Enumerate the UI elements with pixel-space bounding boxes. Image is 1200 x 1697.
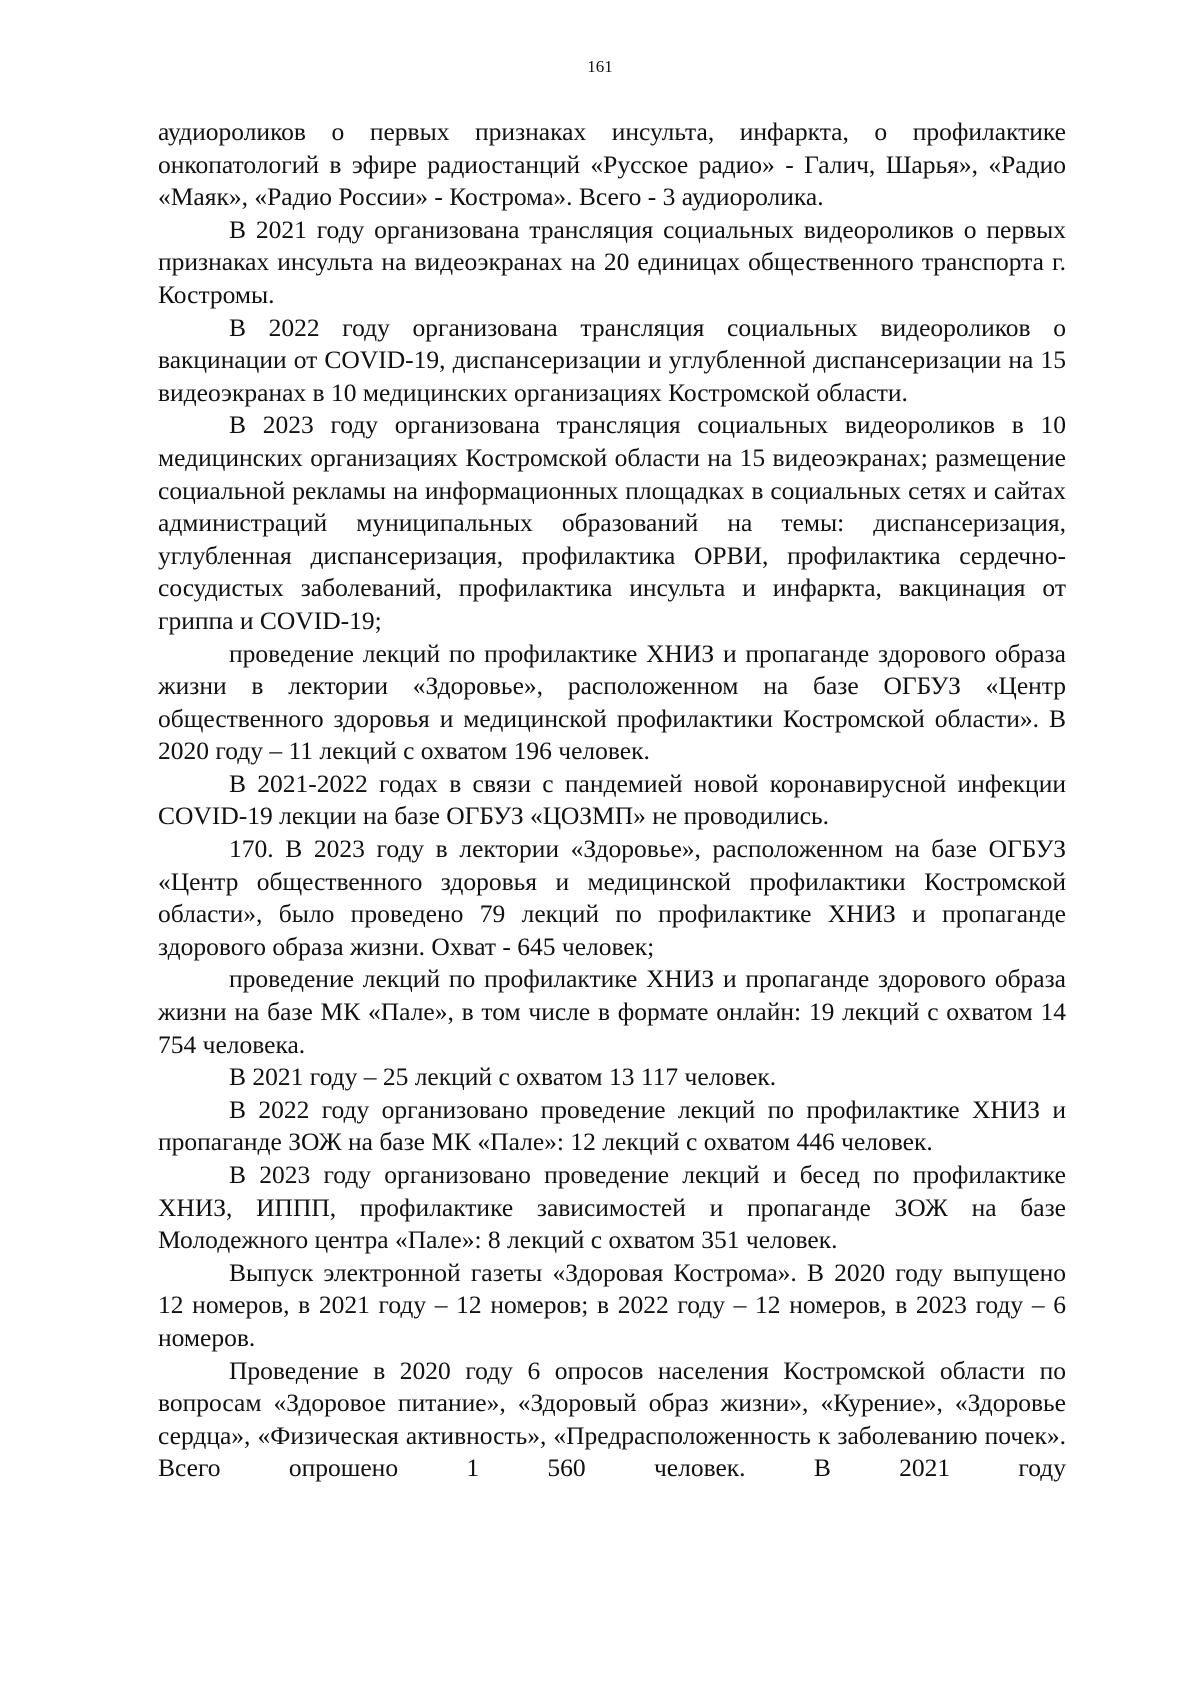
page-number: 161 [587, 57, 613, 76]
paragraph-lectures-lectorium: проведение лекций по профилактике ХНИЗ и пропаганде здорового образа жизни в лектории «Здоровье», расположенном на базе ОГБУЗ «Центр общественного здоровья и медицинской профилактики Костромской области». В 2020 году – 11 лекций с охватом 196 человек. [158, 638, 1066, 766]
paragraph-2022-lectures: В 2022 году организовано проведение лекций по профилактике ХНИЗ и пропаганде ЗОЖ на базе МК «Пале»: 12 лекций с охватом 446 человек. [158, 1094, 1066, 1157]
paragraph-lectures-pale: проведение лекций по профилактике ХНИЗ и пропаганде здорового образа жизни на базе МК «Пале», в том числе в формате онлайн: 19 лекций с охватом 14 754 человека. [158, 964, 1066, 1059]
paragraph-newspaper: Выпуск электронной газеты «Здоровая Кострома». В 2020 году выпущено 12 номеров, в 2021 году – 12 номеров; в 2022 году – 12 номеров, в 2023 году – 6 номеров. [158, 1257, 1066, 1352]
paragraph-2023-lectures-youth-center: В 2023 году организовано проведение лекций и бесед по профилактике ХНИЗ, ИППП, профилактике зависимостей и пропаганде ЗОЖ на базе Молодежного центра «Пале»: 8 лекций с охватом 351 человек. [158, 1160, 1066, 1255]
paragraph-audio-clips: аудиороликов о первых признаках инсульта, инфаркта, о профилактике онкопатологий в эфире радиостанций «Русское радио» - Галич, Шарья», «Радио «Маяк», «Радио России» - Кострома». Всего - 3 аудиоролика. [158, 117, 1066, 212]
document-body [158, 116, 1066, 1485]
paragraph-2023-video-advertising: В 2023 году организована трансляция социальных видеороликов в 10 медицинских организациях Костромской области на 15 видеоэкранах; размещение социальной рекламы на информационных площадках в социальных сетях и сайтах администраций муниципальных образований на темы: диспансеризация, углубленная диспансеризация, профилактика ОРВИ, профилактика сердечно-сосудистых заболеваний, профилактика инсульта и инфаркта, вакцинация от гриппа и COVID-19; [158, 410, 1066, 635]
paragraph-2022-video-vaccination: В 2022 году организована трансляция социальных видеороликов о вакцинации от COVID-19, диспансеризации и углубленной диспансеризации на 15 видеоэкранах в 10 медицинских организациях Костромской области. [158, 312, 1066, 407]
paragraph-2021-lectures: В 2021 году – 25 лекций с охватом 13 117 человек. [229, 1062, 777, 1092]
paragraph-2021-2022-pandemic: В 2021-2022 годах в связи с пандемией новой коронавирусной инфекции COVID-19 лекции на базе ОГБУЗ «ЦОЗМП» не проводились. [158, 768, 1066, 831]
paragraph-item-170: 170. В 2023 году в лектории «Здоровье», расположенном на базе ОГБУЗ «Центр общественного здоровья и медицинской профилактики Костромской области», было проведено 79 лекций по профилактике ХНИЗ и пропаганде здорового образа жизни. Охват - 645 человек; [158, 834, 1066, 961]
paragraph-2021-video-transport: В 2021 году организована трансляция социальных видеороликов о первых признаках инсульта на видеоэкранах на 20 единицах общественного транспорта г. Костромы. [158, 214, 1066, 309]
paragraph-surveys: Проведение в 2020 году 6 опросов населения Костромской области по вопросам «Здоровое питание», «Здоровый образ жизни», «Курение», «Здоровье сердца», «Физическая активность», «Предрасположенность к заболеванию почек». Всего опрошено 1 560 человек. В 2021 году [158, 1355, 1066, 1483]
